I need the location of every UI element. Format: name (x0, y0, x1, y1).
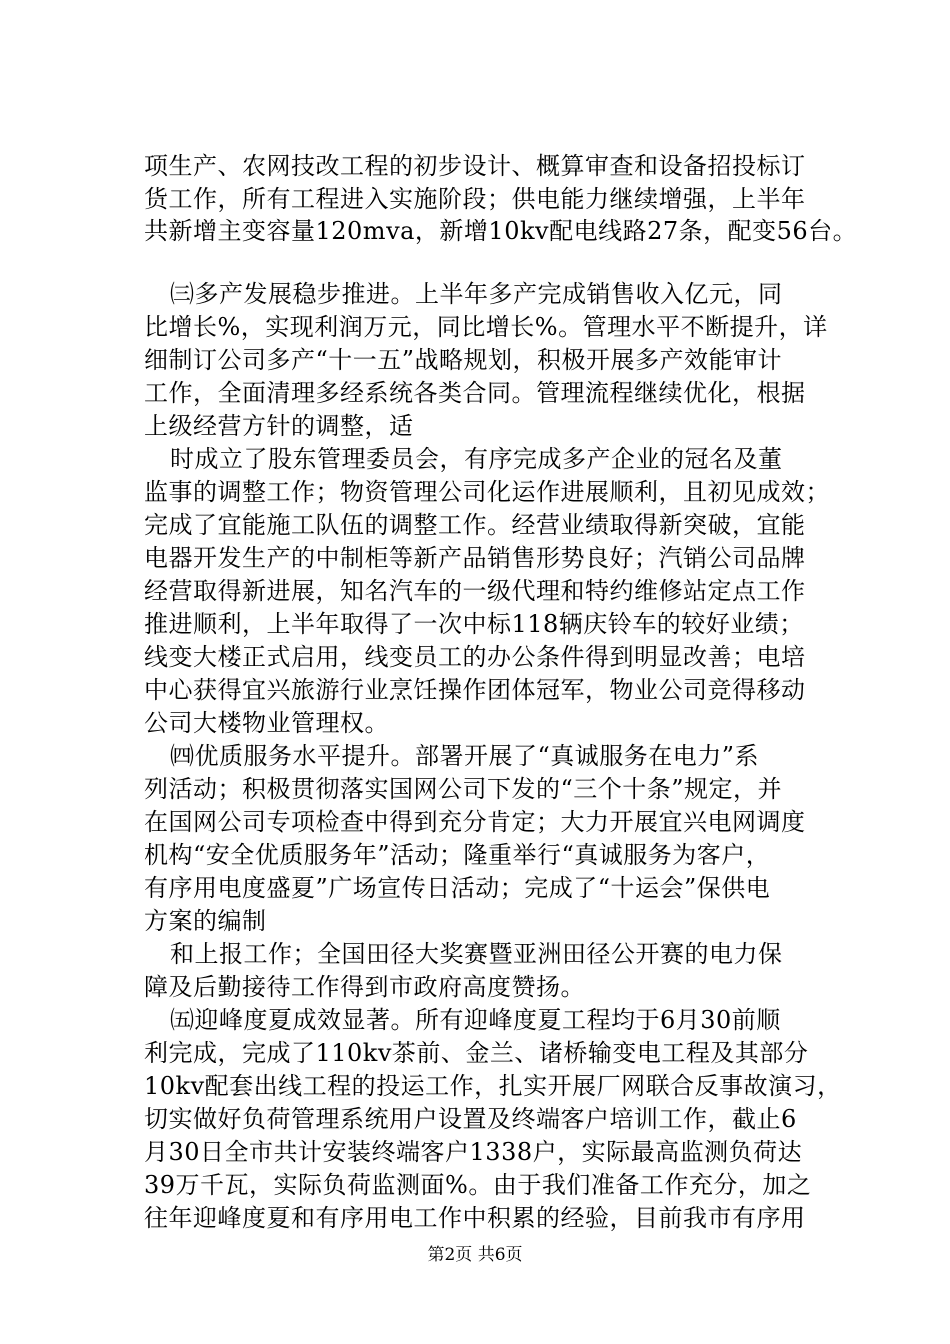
text-line: 切实做好负荷管理系统用户设置及终端客户培训工作，截止6 (144, 1105, 797, 1133)
text-line: 监事的调整工作；物资管理公司化运作进展顺利，且初见成效； (144, 478, 830, 506)
text-line: 往年迎峰度夏和有序用电工作中积累的经验，目前我市有序用 (144, 1204, 806, 1232)
text-line: ㈣优质服务水平提升。部署开展了“真诚服务在电力”系 (170, 742, 760, 770)
text-line: 机构“安全优质服务年”活动；隆重举行“真诚服务为客户， (144, 841, 771, 869)
text-line: ㈤迎峰度夏成效显著。所有迎峰度夏工程均于6月30前顺 (170, 1006, 781, 1034)
text-line: 39万千瓦，实际负荷监测面%。由于我们准备工作充分，加之 (144, 1171, 812, 1199)
text-line: 货工作，所有工程进入实施阶段；供电能力继续增强，上半年 (144, 185, 806, 213)
text-line: 时成立了股东管理委员会，有序完成多产企业的冠名及董 (170, 445, 783, 473)
text-line: 线变大楼正式启用，线变员工的办公条件得到明显改善；电培 (144, 643, 806, 671)
text-line: 经营取得新进展，知名汽车的一级代理和特约维修站定点工作 (144, 577, 806, 605)
text-line: 月30日全市共计安装终端客户1338户，实际最高监测负荷达 (144, 1138, 803, 1166)
text-line: 中心获得宜兴旅游行业烹饪操作团体冠军，物业公司竞得移动 (144, 676, 806, 704)
text-line: 电器开发生产的中制柜等新产品销售形势良好；汽销公司品牌 (144, 544, 806, 572)
text-line: 和上报工作；全国田径大奖赛暨亚洲田径公开赛的电力保 (170, 940, 783, 968)
text-line: 共新增主变容量120mva，新增10kv配电线路27条，配变56台。 (144, 217, 858, 245)
text-line: 项生产、农网技改工程的初步设计、概算审查和设备招投标订 (144, 152, 806, 180)
text-line: 推进顺利，上半年取得了一次中标118辆庆铃车的较好业绩； (144, 610, 804, 638)
text-line: 方案的编制 (144, 907, 267, 935)
text-line: 障及后勤接待工作得到市政府高度赞扬。 (144, 973, 585, 1001)
page-footer: 第2页 共6页 (427, 1245, 523, 1265)
text-line: ㈢多产发展稳步推进。上半年多产完成销售收入亿元，同 (170, 280, 783, 308)
text-line: 公司大楼物业管理权。 (144, 709, 389, 737)
text-line: 工作，全面清理多经系统各类合同。管理流程继续优化，根据 (144, 379, 806, 407)
text-line: 细制订公司多产“十一五”战略规划，积极开展多产效能审计 (144, 346, 783, 374)
text-line: 10kv配套出线工程的投运工作，扎实开展厂网联合反事故演习， (144, 1072, 842, 1100)
text-line: 比增长%，实现利润万元，同比增长%。管理水平不断提升，详 (144, 313, 828, 341)
text-line: 有序用电度盛夏”广场宣传日活动；完成了“十运会”保供电 (144, 874, 771, 902)
text-line: 在国网公司专项检查中得到充分肯定；大力开展宜兴电网调度 (144, 808, 806, 836)
text-line: 利完成，完成了110kv茶前、金兰、诸桥输变电工程及其部分 (144, 1039, 809, 1067)
text-line: 上级经营方针的调整，适 (144, 412, 414, 440)
text-line: 完成了宜能施工队伍的调整工作。经营业绩取得新突破，宜能 (144, 511, 806, 539)
text-line: 列活动；积极贯彻落实国网公司下发的“三个十条”规定，并 (144, 775, 783, 803)
